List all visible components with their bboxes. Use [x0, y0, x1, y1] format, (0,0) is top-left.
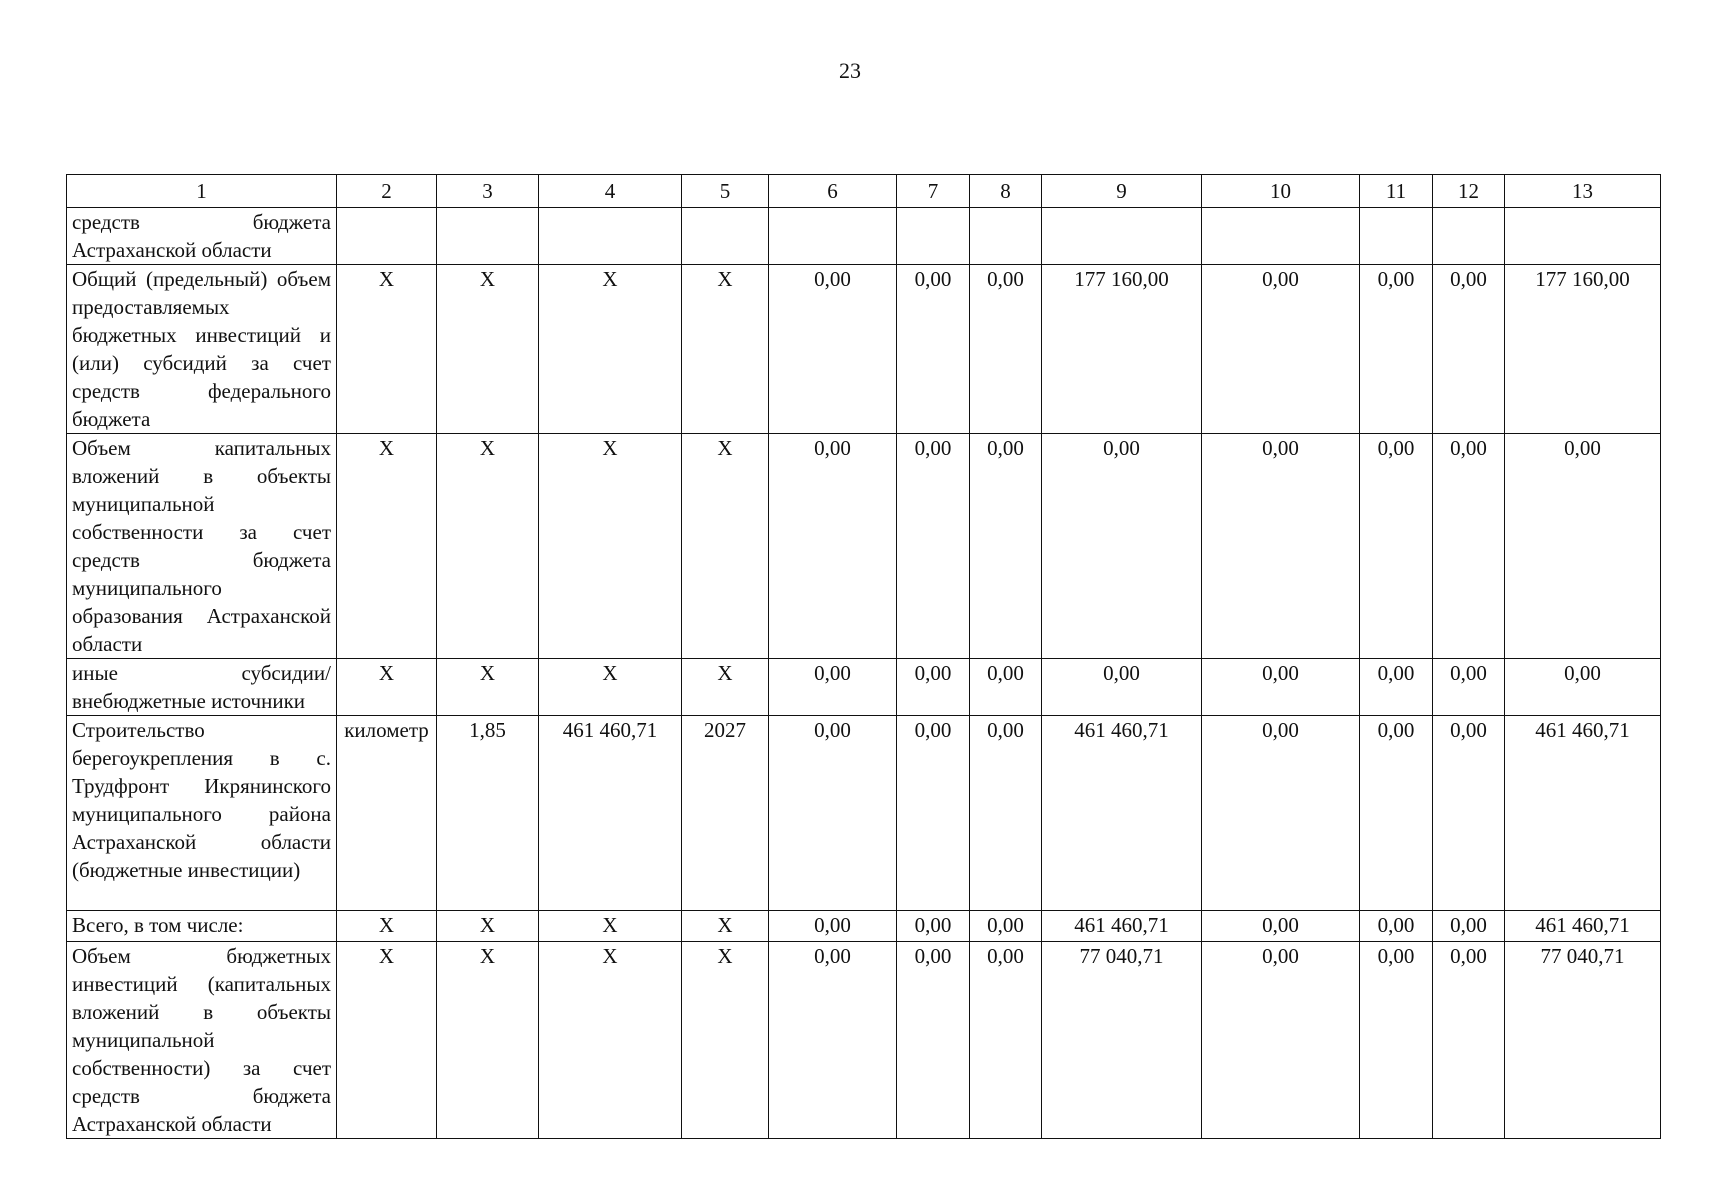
column-header-9: 9	[1042, 175, 1202, 208]
table-cell: 0,00	[1433, 942, 1505, 1139]
table-cell: 0,00	[1202, 942, 1360, 1139]
table-cell: X	[337, 265, 437, 434]
table-cell: X	[682, 659, 769, 716]
column-header-1: 1	[67, 175, 337, 208]
table-cell: 0,00	[1505, 434, 1661, 659]
row-description: Объем бюджетных инвестиций (капитальных вложений в объекты муниципальной собственности) за счет средств бюджета Астраханской области	[67, 942, 337, 1139]
table-row	[67, 434, 1661, 659]
table-cell	[1042, 208, 1202, 265]
column-header-8: 8	[970, 175, 1042, 208]
table-cell: 461 460,71	[539, 716, 682, 911]
table-cell: X	[437, 911, 539, 942]
table-cell: X	[539, 911, 682, 942]
table-cell: 0,00	[1202, 434, 1360, 659]
table-row	[67, 208, 1661, 265]
table-cell: 0,00	[769, 911, 897, 942]
table-cell: 0,00	[1042, 434, 1202, 659]
table-cell: X	[337, 942, 437, 1139]
column-header-5: 5	[682, 175, 769, 208]
table-cell: X	[337, 434, 437, 659]
table-cell: 1,85	[437, 716, 539, 911]
table-cell	[682, 208, 769, 265]
table-cell: X	[682, 265, 769, 434]
table-cell: 461 460,71	[1505, 716, 1661, 911]
table-cell: 0,00	[769, 265, 897, 434]
table-cell: 0,00	[1360, 716, 1433, 911]
column-header-2: 2	[337, 175, 437, 208]
table-cell: X	[337, 911, 437, 942]
table-cell: 0,00	[970, 659, 1042, 716]
row-description: Всего, в том числе:	[67, 911, 337, 942]
table-cell: 0,00	[1433, 911, 1505, 942]
header-row	[67, 175, 1661, 208]
table-cell: 0,00	[970, 716, 1042, 911]
table-cell: 0,00	[1360, 942, 1433, 1139]
table-cell: X	[682, 434, 769, 659]
column-header-11: 11	[1360, 175, 1433, 208]
table-cell: X	[437, 659, 539, 716]
table-cell: 0,00	[970, 911, 1042, 942]
table-cell	[1505, 208, 1661, 265]
table-cell: 0,00	[970, 942, 1042, 1139]
column-header-13: 13	[1505, 175, 1661, 208]
table-cell: 0,00	[1360, 659, 1433, 716]
row-description: Строительство берегоукрепления в с. Трудфронт Икрянинского муниципального района Астраханской области (бюджетные инвестиции)	[67, 716, 337, 911]
table-cell: 0,00	[769, 659, 897, 716]
table-cell: X	[437, 942, 539, 1139]
column-header-6: 6	[769, 175, 897, 208]
table-row	[67, 716, 1661, 911]
column-header-4: 4	[539, 175, 682, 208]
table-cell: X	[437, 434, 539, 659]
table-row	[67, 942, 1661, 1139]
table-cell: X	[539, 659, 682, 716]
table-cell: 0,00	[1202, 911, 1360, 942]
table-cell: 0,00	[1360, 265, 1433, 434]
table-cell: 0,00	[1202, 265, 1360, 434]
row-description: иные субсидии/ внебюджетные источники	[67, 659, 337, 716]
table-cell: X	[682, 911, 769, 942]
column-header-12: 12	[1433, 175, 1505, 208]
table-cell: 0,00	[970, 265, 1042, 434]
table-cell: 0,00	[1433, 434, 1505, 659]
table-cell: 0,00	[769, 716, 897, 911]
table-cell: 177 160,00	[1042, 265, 1202, 434]
table-cell: X	[682, 942, 769, 1139]
column-header-3: 3	[437, 175, 539, 208]
table-cell: 0,00	[1360, 434, 1433, 659]
row-description: Общий (предельный) объем предоставляемых бюджетных инвестиций и (или) субсидий за счет средств федерального бюджета	[67, 265, 337, 434]
table-cell: 0,00	[897, 265, 970, 434]
table-cell: 0,00	[1202, 659, 1360, 716]
table-cell: километр	[337, 716, 437, 911]
table-cell: X	[437, 265, 539, 434]
table-cell: 0,00	[897, 659, 970, 716]
table-cell	[1202, 208, 1360, 265]
table-cell: 0,00	[1042, 659, 1202, 716]
table-row	[67, 911, 1661, 942]
column-header-10: 10	[1202, 175, 1360, 208]
column-header-7: 7	[897, 175, 970, 208]
table-cell: 2027	[682, 716, 769, 911]
table-cell: X	[539, 265, 682, 434]
table-cell: 0,00	[769, 942, 897, 1139]
table-cell: 0,00	[1202, 716, 1360, 911]
table-cell: 0,00	[1433, 659, 1505, 716]
table-cell: 0,00	[897, 716, 970, 911]
table-cell: 0,00	[970, 434, 1042, 659]
table-cell: 461 460,71	[1505, 911, 1661, 942]
table-cell	[970, 208, 1042, 265]
table-cell	[337, 208, 437, 265]
table-cell: 0,00	[1360, 911, 1433, 942]
table-row	[67, 265, 1661, 434]
table-body	[67, 208, 1661, 1139]
table-cell: 77 040,71	[1505, 942, 1661, 1139]
table-row	[67, 659, 1661, 716]
page-number: 23	[839, 58, 861, 83]
row-description: средств бюджета Астраханской области	[67, 208, 337, 265]
table-cell: 77 040,71	[1042, 942, 1202, 1139]
table-cell: 0,00	[1433, 716, 1505, 911]
table-cell: 0,00	[897, 942, 970, 1139]
table-cell: 0,00	[769, 434, 897, 659]
table-cell: 0,00	[1505, 659, 1661, 716]
table-cell: X	[539, 434, 682, 659]
table-cell	[769, 208, 897, 265]
table-cell	[897, 208, 970, 265]
table-cell: 0,00	[897, 434, 970, 659]
table-cell	[539, 208, 682, 265]
table-cell: 0,00	[897, 911, 970, 942]
table-cell: 461 460,71	[1042, 716, 1202, 911]
row-description: Объем капитальных вложений в объекты муниципальной собственности за счет средств бюджета муниципального образования Астраханской области	[67, 434, 337, 659]
budget-table	[66, 174, 1661, 1139]
table-cell: X	[539, 942, 682, 1139]
table-cell	[437, 208, 539, 265]
table-cell: 177 160,00	[1505, 265, 1661, 434]
table-cell: X	[337, 659, 437, 716]
table-cell: 0,00	[1433, 265, 1505, 434]
table-cell: 461 460,71	[1042, 911, 1202, 942]
table-cell	[1360, 208, 1433, 265]
table-cell	[1433, 208, 1505, 265]
